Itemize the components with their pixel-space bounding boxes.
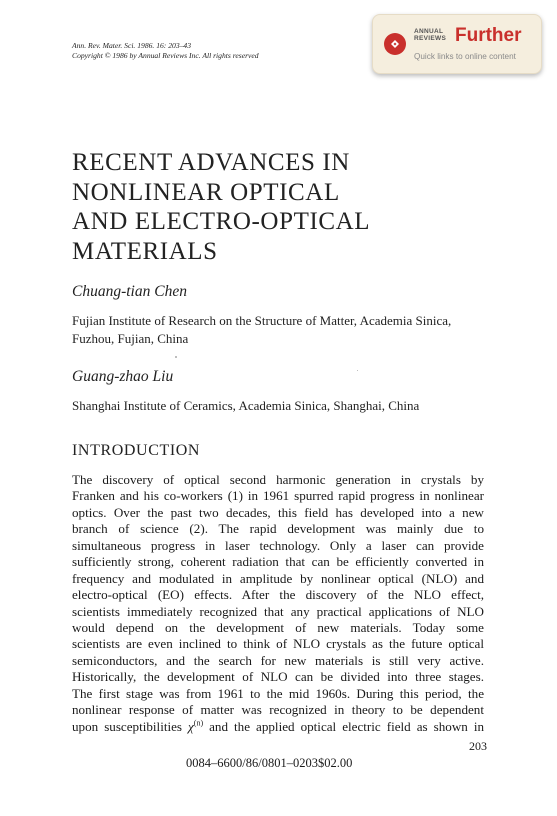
author-1: Chuang-tian Chen xyxy=(72,283,187,300)
scan-speck xyxy=(357,370,358,371)
banner-subtitle: Quick links to online content xyxy=(414,52,516,61)
title-line: NONLINEAR OPTICAL xyxy=(72,178,340,206)
paragraph-line-with-formula xyxy=(72,719,484,735)
title-line: RECENT ADVANCES IN xyxy=(72,149,350,176)
paragraph-line: The discovery of optical second harmonic generation in crystals by xyxy=(72,472,484,487)
affiliation-line: Fujian Institute of Research on the Structure of Matter, Academia Sinica, xyxy=(72,313,452,328)
paragraph-line: semiconductors, and the search for new materials is still very active. xyxy=(72,652,484,668)
copyright-line: Copyright © 1986 by Annual Reviews Inc. All rights reserved xyxy=(72,51,259,60)
footer-code: 0084–6600/86/0801–0203$02.00 xyxy=(186,756,353,770)
paragraph-line: simultaneous progress in laser technology. Only a laser can provide xyxy=(72,537,484,553)
annual-reviews-logo-icon xyxy=(384,33,406,55)
paragraph-line: electro-optical (EO) effects. After the discovery of the NLO effect, xyxy=(72,587,484,603)
banner-brand: ANNUAL REVIEWS xyxy=(414,28,447,42)
paragraph-line: nonlinear response of matter was recognized in theory to be dependent xyxy=(72,702,484,718)
affiliation-1 xyxy=(72,312,497,348)
line-text-before: upon susceptibilities xyxy=(72,718,189,734)
scan-speck xyxy=(175,356,177,358)
paragraph-line: The first stage was from 1961 to the mid 1960s. During this period, the xyxy=(72,685,484,701)
paragraph-line: Franken and his co-workers (1) in 1961 spurred rapid progress in nonlinear xyxy=(72,488,484,504)
affiliation-line: Fuzhou, Fujian, China xyxy=(72,331,189,346)
chi-superscript: (n) xyxy=(193,718,204,728)
page-number: 203 xyxy=(469,739,487,753)
paragraph-line: branch of science (2). The rapid development was mainly due to xyxy=(72,521,484,537)
title-line: AND ELECTRO-OPTICAL xyxy=(72,208,371,235)
author-2: Guang-zhao Liu xyxy=(72,368,174,385)
paragraph-line: optics. Over the past two decades, this field has developed into a new xyxy=(72,504,484,520)
paragraph-line: scientists are even inclined to think of NLO crystals as the future optical xyxy=(72,636,484,652)
paragraph-line: scientists immediately recognized that any practical applications of NLO xyxy=(72,603,484,619)
journal-line: Ann. Rev. Mater. Sci. 1986. 16: 203–43 xyxy=(72,41,192,50)
paragraph-line: Historically, the development of NLO can be divided into three stages. xyxy=(72,669,484,685)
paragraph-line: would depend on the development of new materials. Today some xyxy=(72,619,484,635)
paragraph-line: sufficiently strong, coherent radiation that can be efficiently converted in xyxy=(72,554,484,570)
affiliation-2: Shanghai Institute of Ceramics, Academia Sinica, Shanghai, China xyxy=(72,398,420,413)
article-title xyxy=(72,148,492,266)
paragraph-line: frequency and modulated in amplitude by nonlinear optical (NLO) and xyxy=(72,570,484,586)
introduction-paragraph xyxy=(72,472,484,735)
banner-further-label: Further xyxy=(455,25,522,46)
chi-symbol: χ xyxy=(188,718,194,734)
section-heading: INTRODUCTION xyxy=(72,442,201,459)
journal-citation xyxy=(72,41,372,61)
line-text-after: and the applied optical electric field as shown in xyxy=(203,718,485,734)
further-banner[interactable] xyxy=(372,14,542,74)
title-line: MATERIALS xyxy=(72,237,218,265)
